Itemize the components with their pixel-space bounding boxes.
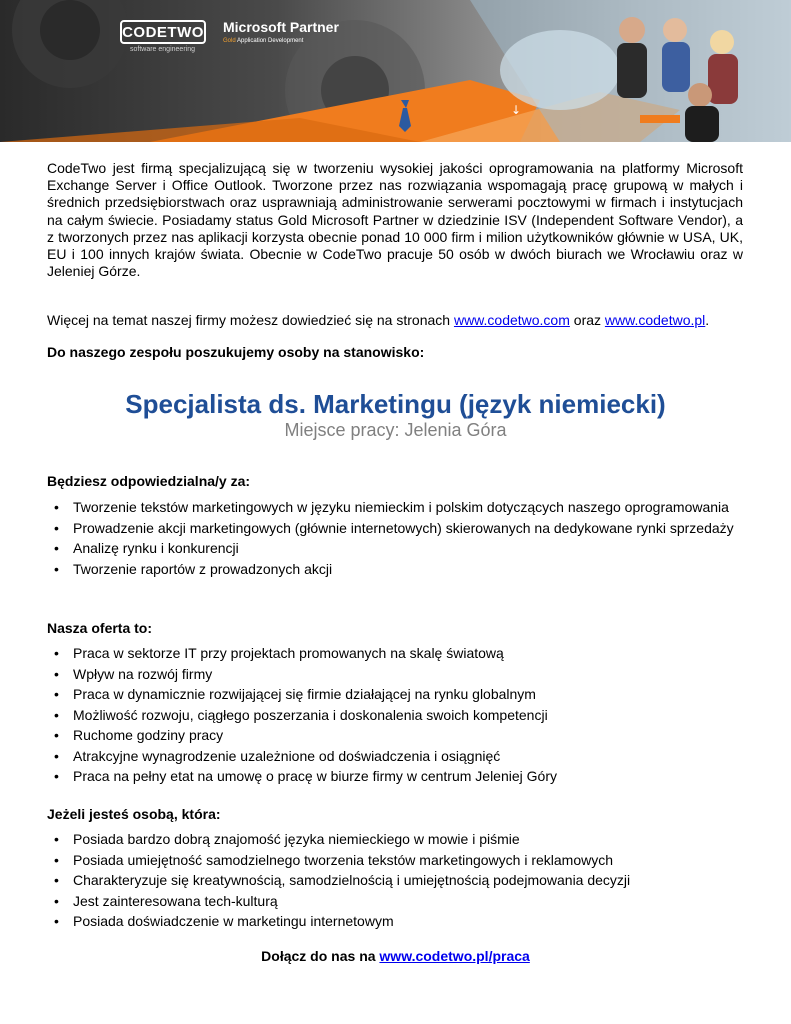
logo-tagline: software engineering bbox=[130, 46, 195, 53]
list-item: • Analizę rynku i konkurencji bbox=[47, 538, 747, 559]
list-item: • Tworzenie tekstów marketingowych w języku niemieckim i polskim dotyczących naszego oprogramowania bbox=[47, 497, 747, 518]
svg-text:↓: ↓ bbox=[511, 103, 522, 117]
list-item: • Wpływ na rozwój firmy bbox=[47, 664, 747, 685]
offer-list bbox=[47, 643, 747, 787]
job-title: Specjalista ds. Marketingu (język niemiecki) bbox=[125, 389, 666, 419]
list-item: • Posiada bardzo dobrą znajomość języka niemieckiego w mowie i piśmie bbox=[47, 829, 747, 850]
responsibilities-list bbox=[47, 497, 747, 579]
header-banner bbox=[0, 0, 791, 142]
list-item: • Atrakcyjne wynagrodzenie uzależnione od doświadczenia i osiągnięć bbox=[47, 746, 747, 767]
responsibilities-heading: Będziesz odpowiedzialna/y za: bbox=[47, 473, 251, 489]
list-item: • Możliwość rozwoju, ciągłego poszerzania i doskonalenia swoich kompetencji bbox=[47, 705, 747, 726]
microsoft-partner-subtitle bbox=[223, 38, 303, 44]
partner-competency-label: Application Development bbox=[237, 38, 304, 44]
list-item: • Posiada umiejętność samodzielnego tworzenia tekstów marketingowych i reklamowych bbox=[47, 850, 747, 871]
list-item: • Praca na pełny etat na umowę o pracę w biurze firmy w centrum Jeleniej Góry bbox=[47, 766, 747, 787]
intro-section bbox=[47, 160, 743, 280]
list-item: • Posiada doświadczenie w marketingu internetowym bbox=[47, 911, 747, 932]
careers-link[interactable]: www.codetwo.pl/praca bbox=[379, 948, 530, 964]
list-item: • Charakteryzuje się kreatywnością, samodzielnością i umiejętnością podejmowania decyzji bbox=[47, 870, 747, 891]
more-info-prefix: Więcej na temat naszej firmy możesz dowiedzieć się na stronach bbox=[47, 312, 454, 328]
list-item: • Tworzenie raportów z prowadzonych akcji bbox=[47, 559, 747, 580]
list-item: • Praca w dynamicznie rozwijającej się firmie działającej na rynku globalnym bbox=[47, 684, 747, 705]
codetwo-logo: CODETWO bbox=[120, 20, 206, 44]
partner-gold-label: Gold bbox=[223, 38, 236, 44]
microsoft-partner-title: Microsoft Partner bbox=[223, 19, 339, 35]
list-item: • Ruchome godziny pracy bbox=[47, 725, 747, 746]
codetwo-pl-link[interactable]: www.codetwo.pl bbox=[604, 312, 706, 328]
list-item: • Jest zainteresowana tech-kulturą bbox=[47, 891, 747, 912]
join-prefix: Dołącz do nas na bbox=[261, 948, 380, 964]
requirements-list bbox=[47, 829, 747, 932]
more-info-suffix: . bbox=[705, 312, 710, 328]
list-item: • Praca w sektorze IT przy projektach promowanych na skalę światową bbox=[47, 643, 747, 664]
list-item: • Prowadzenie akcji marketingowych (głównie internetowych) skierowanych na dedykowane rynki sprzedaży bbox=[47, 518, 747, 539]
codetwo-com-link[interactable]: www.codetwo.com bbox=[453, 312, 570, 328]
join-line bbox=[0, 948, 791, 964]
more-info-line bbox=[47, 312, 709, 328]
job-location: Miejsce pracy: Jelenia Góra bbox=[284, 420, 507, 440]
requirements-heading: Jeżeli jesteś osobą, która: bbox=[47, 806, 221, 822]
search-heading: Do naszego zespołu poszukujemy osoby na stanowisko: bbox=[47, 344, 425, 360]
company-intro: CodeTwo jest firmą specjalizującą się w tworzeniu wysokiej jakości oprogramowania na platformy Microsoft Exchange Server i Office Outlook. Tworzone przez nas rozwiązania wspomagają pracę grupową w małych i średnich przedsiębiorstwach oraz usprawniają administrowanie serwerami pocztowymi w firmach i instytucjach na całym świecie. Posiadamy status Gold Microsoft Partner w dziedzinie ISV (Independent Software Vendor), a z tworzonych przez nas aplikacji korzysta obecnie ponad 10 000 firm i milion użytkowników głównie w USA, UK, EU i 100 innych krajów świata. Obecnie w CodeTwo pracuje 50 osób w dwóch biurach we Wrocławiu oraz w Jeleniej Górze. bbox=[47, 160, 743, 280]
offer-heading: Nasza oferta to: bbox=[47, 620, 153, 636]
more-info-middle: oraz bbox=[569, 312, 605, 328]
banner-graphic bbox=[0, 0, 791, 142]
